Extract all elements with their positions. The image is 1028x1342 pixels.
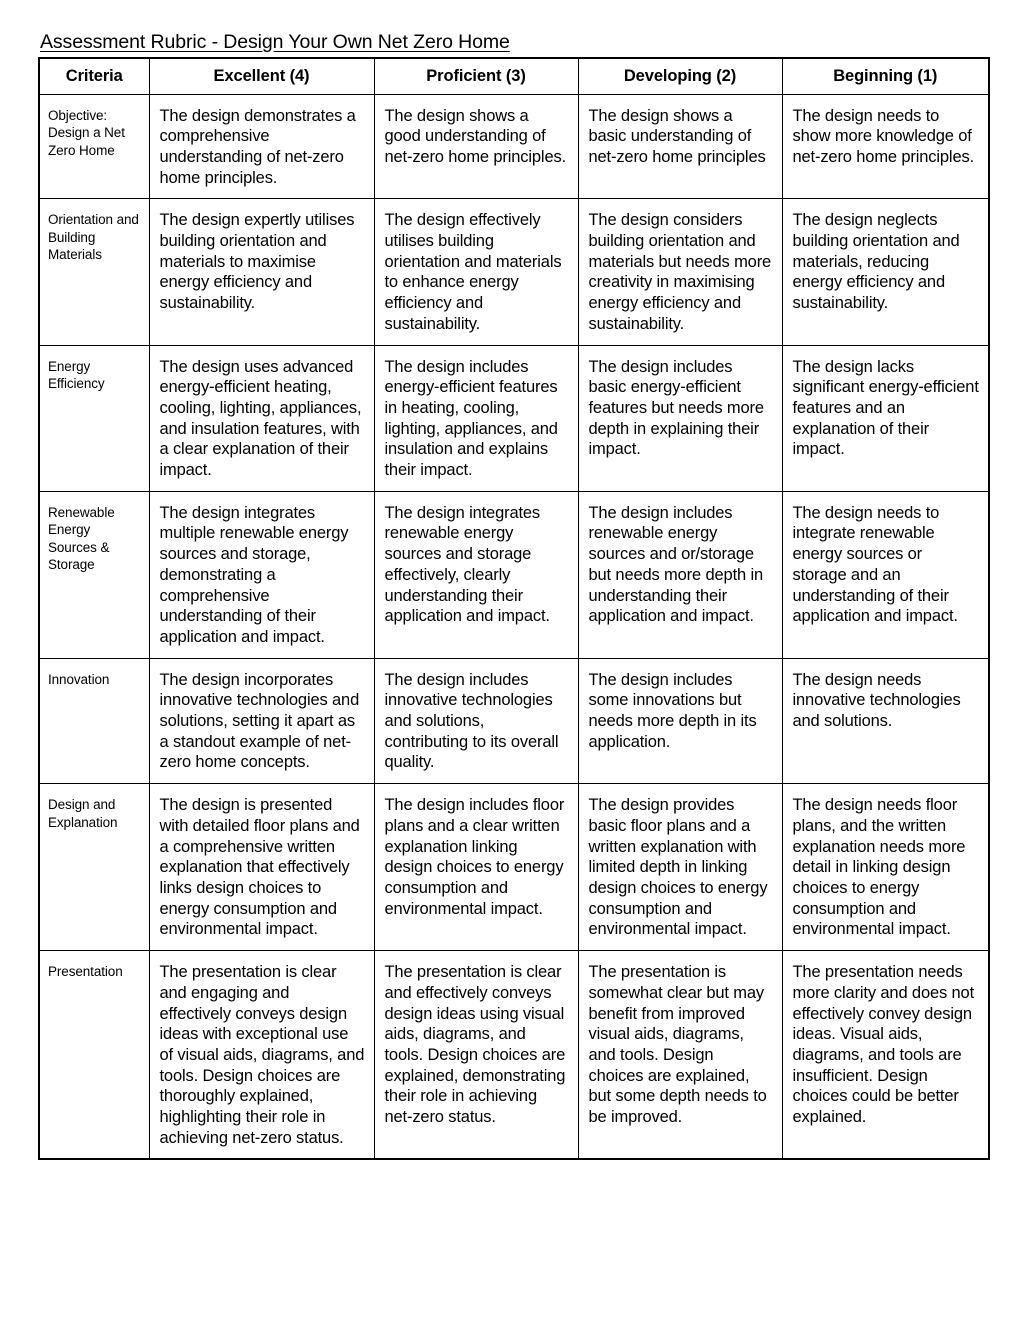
cell-excellent: The design demonstrates a comprehensive understanding of net-zero home principles. [149,94,374,199]
cell-beginning: The design neglects building orientation and materials, reducing energy efficiency and sustainability. [782,199,989,345]
page-title: Assessment Rubric - Design Your Own Net Zero Home [40,31,510,53]
table-header-row [39,58,989,94]
cell-excellent: The design is presented with detailed floor plans and a comprehensive written explanation that effectively links design choices to energy consumption and environmental impact. [149,784,374,951]
cell-excellent: The design uses advanced energy-efficient heating, cooling, lighting, appliances, and insulation features, with a clear explanation of their impact. [149,345,374,491]
cell-developing: The design includes some innovations but needs more depth in its application. [578,658,782,784]
cell-excellent: The design incorporates innovative technologies and solutions, setting it apart as a standout example of net-zero home concepts. [149,658,374,784]
column-header-beginning: Beginning (1) [782,58,989,94]
column-header-developing: Developing (2) [578,58,782,94]
cell-beginning: The design lacks significant energy-efficient features and an explanation of their impact. [782,345,989,491]
table-body [39,94,989,1159]
cell-proficient: The design includes innovative technologies and solutions, contributing to its overall quality. [374,658,578,784]
cell-proficient: The presentation is clear and effectively conveys design ideas using visual aids, diagrams, and tools. Design choices are explained, demonstrating their role in achieving net-zero status. [374,951,578,1160]
cell-beginning: The design needs to show more knowledge of net-zero home principles. [782,94,989,199]
table-header [39,58,989,94]
cell-excellent: The presentation is clear and engaging and effectively conveys design ideas with exceptional use of visual aids, diagrams, and tools. Design choices are thoroughly explained, highlighting their role in achieving net-zero status. [149,951,374,1160]
table-row [39,784,989,951]
assessment-rubric-table [38,57,990,1160]
table-row [39,199,989,345]
cell-developing: The design includes renewable energy sources and or/storage but needs more depth in understanding their application and impact. [578,491,782,658]
row-criteria-label: Presentation [39,951,149,1160]
row-criteria-label: Objective: Design a Net Zero Home [39,94,149,199]
row-criteria-label: Design and Explanation [39,784,149,951]
cell-beginning: The design needs innovative technologies and solutions. [782,658,989,784]
cell-proficient: The design includes floor plans and a clear written explanation linking design choices to energy consumption and environmental impact. [374,784,578,951]
table-row [39,491,989,658]
column-header-criteria: Criteria [39,58,149,94]
cell-developing: The design considers building orientation and materials but needs more creativity in maximising energy efficiency and sustainability. [578,199,782,345]
table-row [39,345,989,491]
row-criteria-label: Innovation [39,658,149,784]
cell-developing: The presentation is somewhat clear but may benefit from improved visual aids, diagrams, and tools. Design choices are explained, but some depth needs to be improved. [578,951,782,1160]
row-criteria-label: Renewable Energy Sources & Storage [39,491,149,658]
cell-beginning: The design needs floor plans, and the written explanation needs more detail in linking design choices to energy consumption and environmental impact. [782,784,989,951]
cell-excellent: The design integrates multiple renewable energy sources and storage, demonstrating a comprehensive understanding of their application and impact. [149,491,374,658]
cell-developing: The design includes basic energy-efficient features but needs more depth in explaining their impact. [578,345,782,491]
cell-proficient: The design effectively utilises building orientation and materials to enhance energy efficiency and sustainability. [374,199,578,345]
column-header-excellent: Excellent (4) [149,58,374,94]
row-criteria-label: Orientation and Building Materials [39,199,149,345]
column-header-proficient: Proficient (3) [374,58,578,94]
cell-proficient: The design shows a good understanding of net-zero home principles. [374,94,578,199]
table-row [39,658,989,784]
cell-beginning: The design needs to integrate renewable energy sources or storage and an understanding of their application and impact. [782,491,989,658]
cell-proficient: The design includes energy-efficient features in heating, cooling, lighting, appliances, and insulation and explains their impact. [374,345,578,491]
cell-excellent: The design expertly utilises building orientation and materials to maximise energy efficiency and sustainability. [149,199,374,345]
cell-developing: The design provides basic floor plans and a written explanation with limited depth in linking design choices to energy consumption and environmental impact. [578,784,782,951]
cell-developing: The design shows a basic understanding of net-zero home principles [578,94,782,199]
cell-beginning: The presentation needs more clarity and does not effectively convey design ideas. Visual aids, diagrams, and tools are insufficient. Design choices could be better explained. [782,951,989,1160]
row-criteria-label: Energy Efficiency [39,345,149,491]
table-row [39,951,989,1160]
cell-proficient: The design integrates renewable energy sources and storage effectively, clearly understanding their application and impact. [374,491,578,658]
table-row [39,94,989,199]
